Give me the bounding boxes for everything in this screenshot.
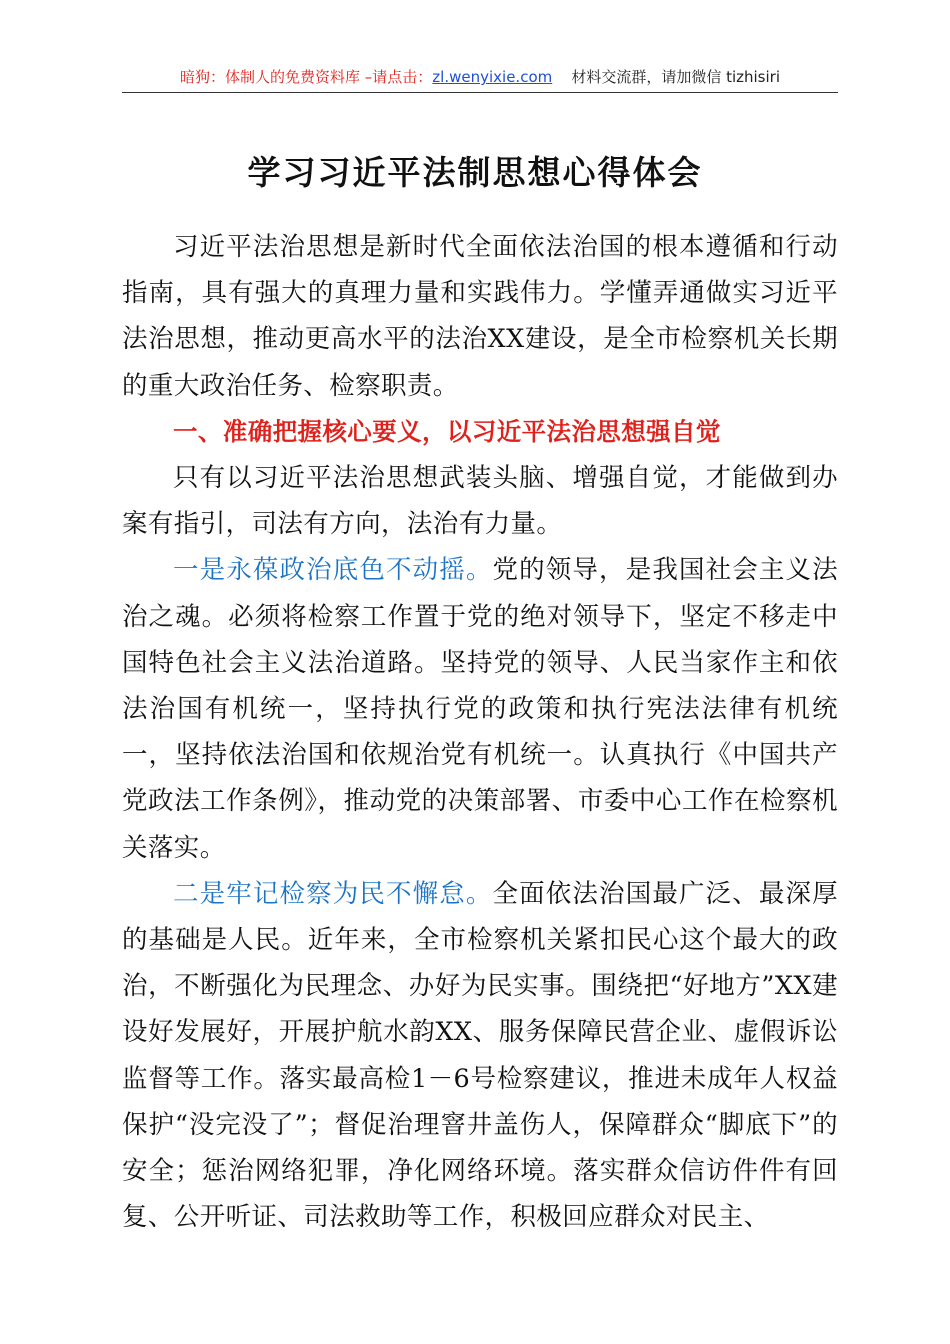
document-body: [122, 224, 838, 1240]
paragraph-lead: 一是永葆政治底色不动摇。: [173, 555, 493, 586]
paragraph: 一是永葆政治底色不动摇。党的领导，是我国社会主义法治之魂。必须将检察工作置于党的绝对领导下，坚定不移走中国特色社会主义法治道路。坚持党的领导、人民当家作主和依法治国有机统一，坚持执行党的政策和执行宪法法律有机统一，坚持依法治国和依规治党有机统一。认真执行《中国共产党政法工作条例》，推动党的决策部署、市委中心工作在检察机关落实。: [122, 555, 838, 863]
document-title: 学习习近平法制思想心得体会: [247, 153, 703, 192]
paragraph: 只有以习近平法治思想武装头脑、增强自觉，才能做到办案有指引，司法有方向，法治有力量。: [122, 463, 838, 540]
section-heading: 一、准确把握核心要义，以习近平法治思想强自觉: [173, 416, 721, 446]
paragraph: 习近平法治思想是新时代全面依法治国的根本遵循和行动指南，具有强大的真理力量和实践伟力。学懂弄通做实习近平法治思想，推动更高水平的法治XX建设，是全市检察机关长期的重大政治任务、检察职责。: [122, 232, 838, 401]
click-prompt: –请点击：: [360, 68, 433, 86]
website-link[interactable]: zl.wenyixie.com: [432, 68, 553, 86]
contact-text: 材料交流群，请加微信 tizhisiri: [571, 68, 780, 86]
brand-text: 暗狗：体制人的免费资料库: [180, 68, 361, 86]
paragraph: 二是牢记检察为民不懈怠。全面依法治国最广泛、最深厚的基础是人民。近年来，全市检察机关紧扣民心这个最大的政治，不断强化为民理念、办好为民实事。围绕把“好地方”XX建设好发展好，开展护航水韵XX、服务保障民营企业、虚假诉讼监督等工作。落实最高检1－6号检察建议，推进未成年人权益保护“没完没了”；督促治理窨井盖伤人，保障群众“脚底下”的安全；惩治网络犯罪，净化网络环境。落实群众信访件件有回复、公开听证、司法救助等工作，积极回应群众对民主、: [122, 878, 838, 1233]
paragraph-lead: 二是牢记检察为民不懈怠。: [173, 878, 493, 909]
page-header: [122, 66, 838, 93]
